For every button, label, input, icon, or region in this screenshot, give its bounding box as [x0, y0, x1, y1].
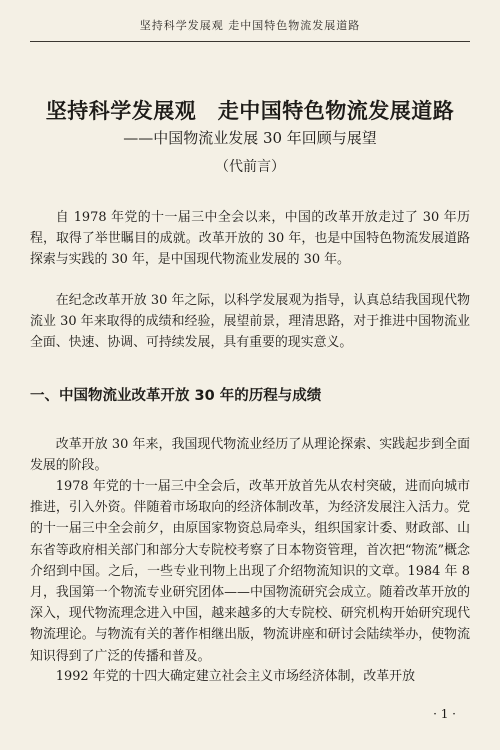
paragraph: 1978 年党的十一届三中全会后，改革开放首先从农村突破，进而向城市推进，引入外资。伴随着市场取向的经济体制改革，为经济发展注入活力。党的十一届三中全会前夕，由原国家物资总局牵头，组织国家计委、财政部、山东省等政府相关部门和部分大专院校考察了日本物资管理，首次把“物流”概念介绍到中国。之后，一些专业刊物上出现了介绍物流知识的文章。1984 年 8 月，我国第一个物流专业研究团体——中国物流研究会成立。随着改革开放的深入，现代物流理念进入中国，越来越多的大专院校、研究机构开始研究现代物流理论。与物流有关的著作相继出版，物流讲座和研讨会陆续举办，使物流知识得到了广泛的传播和普及。 — [30, 479, 470, 664]
page-title: 坚持科学发展观 走中国特色物流发展道路 — [45, 99, 455, 123]
paragraph: 在纪念改革开放 30 年之际，以科学发展观为指导，认真总结我国现代物流业 30 年来取得的成绩和经验，展望前景，理清思路，对于推进中国物流业全面、快速、协调、可持续发展，具有重要的现实意义。 — [30, 293, 470, 351]
section-heading: 一、中国物流业改革开放 30 年的历程与成绩 — [30, 388, 322, 404]
paragraph: 1992 年党的十四大确定建立社会主义市场经济体制，改革开放 — [55, 669, 415, 684]
foreword-tag: （代前言） — [215, 159, 285, 175]
paragraph: 自 1978 年党的十一届三中全会以来，中国的改革开放走过了 30 年历程，取得了举世瞩目的成就。改革开放的 30 年，也是中国特色物流发展道路探索与实践的 30 年，是中国现代物流业发展的 30 年。 — [30, 210, 470, 268]
page-subtitle: ——中国物流业发展 30 年回顾与展望 — [123, 129, 377, 147]
running-head: 坚持科学发展观 走中国特色物流发展道路 — [30, 11, 470, 42]
paragraph: 改革开放 30 年来，我国现代物流业经历了从理论探索、实践起步到全面发展的阶段。 — [30, 437, 470, 474]
page-number: · 1 · — [433, 707, 456, 721]
